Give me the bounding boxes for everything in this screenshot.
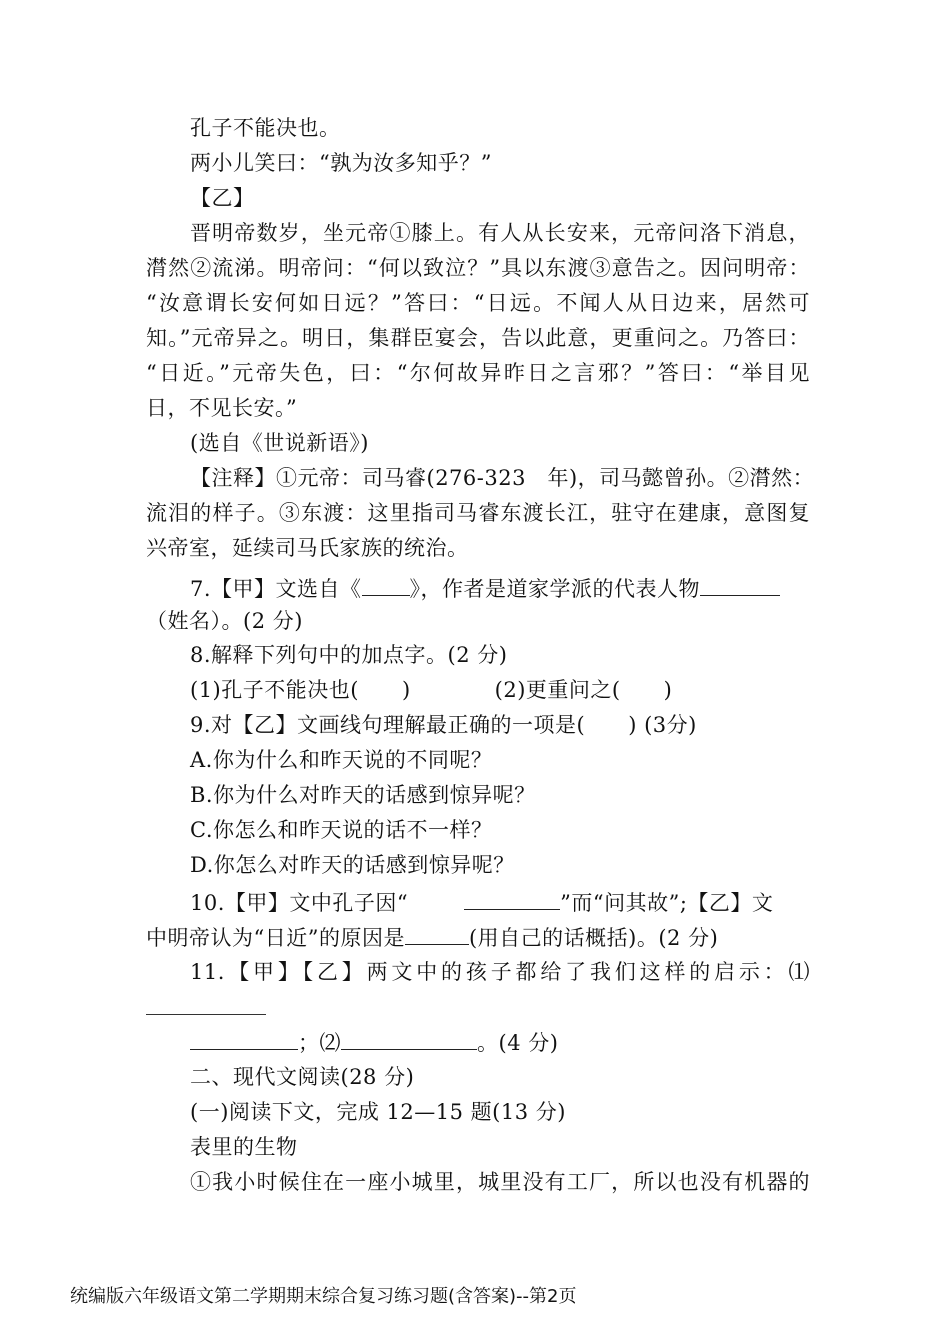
text-line: 孔子不能决也。 — [190, 116, 341, 140]
section-heading-yi: 【乙】 — [190, 186, 255, 210]
question-7 — [190, 573, 810, 604]
option-a[interactable]: A.你为什么和昨天说的不同呢？ — [190, 748, 493, 772]
question-7-line-2: （姓名）。(2 分) — [146, 609, 303, 633]
answer-blank[interactable] — [362, 573, 410, 596]
annotation-line: 兴帝室，延续司马氏家族的统治。 — [146, 536, 469, 560]
question-8-items — [190, 675, 810, 705]
question-10-text: 10.【甲】文中孔子因“ — [190, 891, 409, 915]
answer-blank-line[interactable] — [146, 1014, 266, 1015]
page-footer: 统编版六年级语文第二学期期末综合复习练习题(含答案)--第2页 — [70, 1286, 577, 1307]
passage-line: “汝意谓长安何如日远？”答曰：“日远。不闻人从日边来，居然可 — [146, 291, 810, 315]
article-paragraph: ①我小时候住在一座小城里，城里没有工厂，所以也没有机器的 — [190, 1170, 810, 1194]
answer-blank[interactable] — [405, 922, 469, 945]
item-number: ⑵ — [319, 1031, 341, 1055]
article-title: 表里的生物 — [190, 1135, 298, 1159]
option-b[interactable]: B.你为什么对昨天的话感到惊异呢？ — [190, 783, 536, 807]
question-11: 11.【甲】【乙】两文中的孩子都给了我们这样的启示：⑴ — [190, 960, 810, 984]
answer-blank[interactable] — [700, 573, 780, 596]
option-c[interactable]: C.你怎么和昨天说的话不一样？ — [190, 818, 493, 842]
question-10-text: ”而“问其故”;【乙】文 — [560, 891, 774, 915]
question-7-text: 》，作者是道家学派的代表人物 — [409, 577, 701, 601]
passage-line: 潸然②流涕。明帝问：“何以致泣？”具以东渡③意告之。因问明帝： — [146, 256, 810, 280]
source-note: (选自《世说新语》) — [190, 431, 369, 455]
passage-line: 知。”元帝异之。明日，集群臣宴会，告以此意，更重问之。乃答曰： — [146, 326, 810, 350]
subsection-heading: (一)阅读下文，完成 12—15 题(13 分) — [190, 1100, 566, 1124]
passage-line: 晋明帝数岁，坐元帝①膝上。有人从长安来，元帝问洛下消息， — [190, 221, 810, 245]
question-8-item-2: (2)更重问之( ) — [494, 678, 673, 702]
section-heading: 二、现代文阅读(28 分) — [190, 1065, 415, 1089]
question-8: 8.解释下列句中的加点字。(2 分) — [190, 643, 508, 667]
question-10-text: (用自己的话概括)。(2 分) — [468, 926, 719, 950]
answer-blank[interactable] — [341, 1027, 477, 1050]
answer-blank[interactable] — [464, 887, 560, 910]
points-note: 。(4 分) — [477, 1031, 559, 1055]
option-d[interactable]: D.你怎么对昨天的话感到惊异呢？ — [190, 853, 515, 877]
annotation-line: 流泪的样子。③东渡：这里指司马睿东渡长江，驻守在建康，意图复 — [146, 501, 810, 525]
question-9: 9.对【乙】文画线句理解最正确的一项是( ) (3分) — [190, 713, 697, 737]
passage-line: “日近。”元帝失色，曰：“尔何故异昨日之言邪？”答曰：“举目见 — [146, 361, 810, 385]
question-11-line-2 — [190, 1027, 810, 1058]
annotation-line: 【注释】①元帝：司马睿(276-323 年)，司马懿曾孙。②潸然： — [190, 466, 815, 490]
question-10-line-2 — [146, 922, 810, 953]
answer-blank[interactable] — [190, 1027, 298, 1050]
text-line: 两小儿笑曰：“孰为汝多知乎？” — [190, 151, 492, 175]
passage-line: 日，不见长安。” — [146, 396, 298, 420]
question-7-text: 7.【甲】文选自《 — [190, 577, 362, 601]
question-8-item-1: (1)孔子不能决也( ) — [190, 678, 411, 702]
separator: ； — [298, 1031, 320, 1055]
question-10 — [190, 887, 810, 918]
question-10-text: 中明帝认为“日近”的原因是 — [146, 926, 405, 950]
